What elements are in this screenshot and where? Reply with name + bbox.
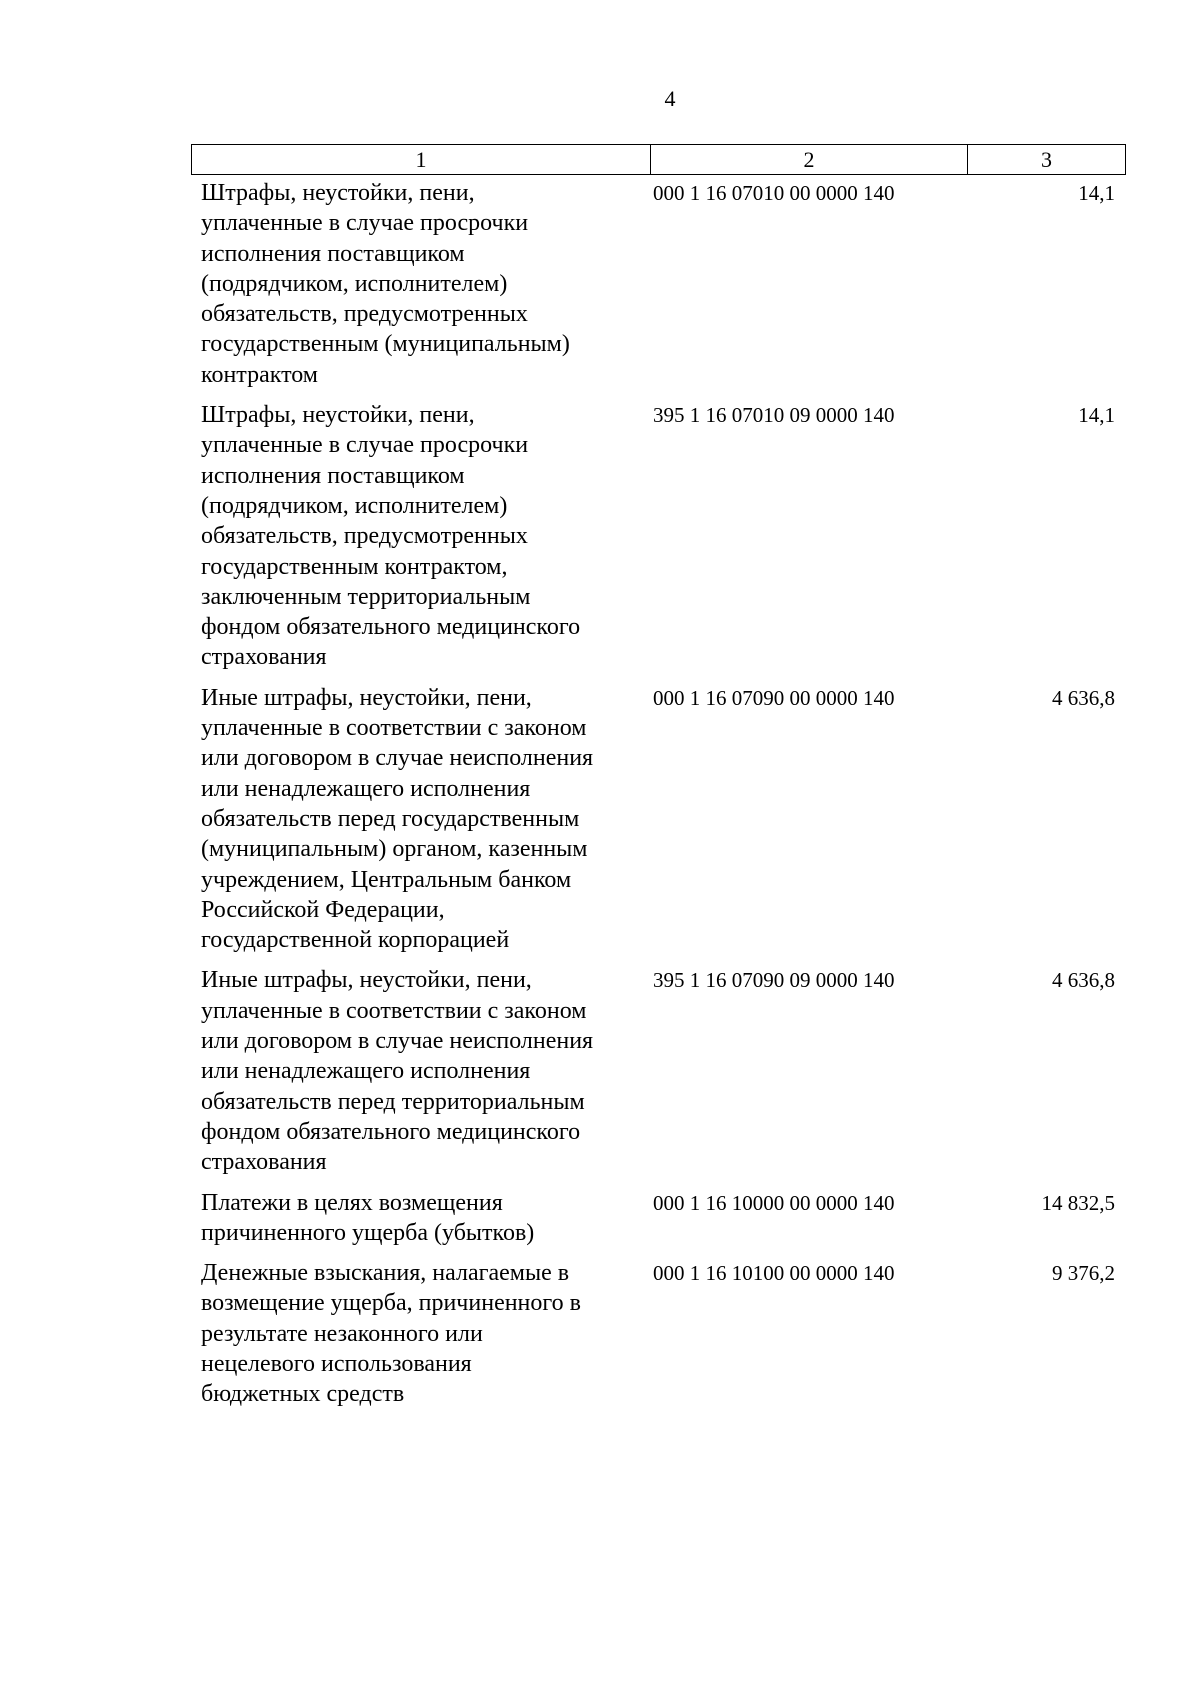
table-row [191,965,1126,1177]
table-body [191,178,1126,1410]
row-amount: 4 636,8 [1052,685,1115,710]
row-amount: 9 376,2 [1052,1261,1115,1286]
row-code: 000 1 16 10000 00 0000 140 [653,1190,895,1215]
row-name: Денежные взыскания, налагаемые в возмещение ущерба, причиненного в результате незаконного или нецелевого использования бюджетных средств [201,1260,581,1408]
row-amount: 14,1 [1078,403,1115,428]
row-name: Иные штрафы, неустойки, пени, уплаченные в соответствии с законом или договором в случае неисполнения или ненадлежащего исполнения обязательств перед территориальным фондом обязательного медицинского страхования [201,967,594,1176]
table-row [191,1258,1126,1409]
row-amount: 14,1 [1078,181,1115,205]
row-code: 395 1 16 07010 09 0000 140 [653,403,895,428]
row-code: 000 1 16 07010 00 0000 140 [653,181,895,205]
row-name: Штрафы, неустойки, пени, уплаченные в случае просрочки исполнения поставщиком (подрядчиком, исполнителем) обязательств, предусмотренных государственным контрактом, заключенным территориальным фондом обязательного медицинского страхования [201,402,581,671]
column-header-2: 2 [651,145,968,174]
row-amount: 4 636,8 [1052,968,1115,993]
table-row [191,1188,1126,1249]
row-name: Платежи в целях возмещения причиненного ущерба (убытков) [201,1189,535,1246]
row-name: Иные штрафы, неустойки, пени, уплаченные в соответствии с законом или договором в случае неисполнения или ненадлежащего исполнения обязательств перед государственным (муниципальным) органом, казенным учреждением, Центральным банком Российской Федерации, государственной корпорацией [201,684,594,954]
table-row [191,178,1126,390]
row-name: Штрафы, неустойки, пени, уплаченные в случае просрочки исполнения поставщиком (подрядчиком, исполнителем) обязательств, предусмотренных государственным (муниципальным) контрактом [201,180,570,388]
page-number: 4 [664,86,676,111]
row-amount: 14 832,5 [1041,1190,1115,1215]
table-row [191,400,1126,673]
row-code: 395 1 16 07090 09 0000 140 [653,968,895,993]
table-header [191,144,1126,175]
column-header-3: 3 [1041,147,1052,172]
row-code: 000 1 16 10100 00 0000 140 [653,1261,895,1286]
table-row [191,683,1126,956]
column-header-1: 1 [192,145,651,174]
row-code: 000 1 16 07090 00 0000 140 [653,685,895,710]
